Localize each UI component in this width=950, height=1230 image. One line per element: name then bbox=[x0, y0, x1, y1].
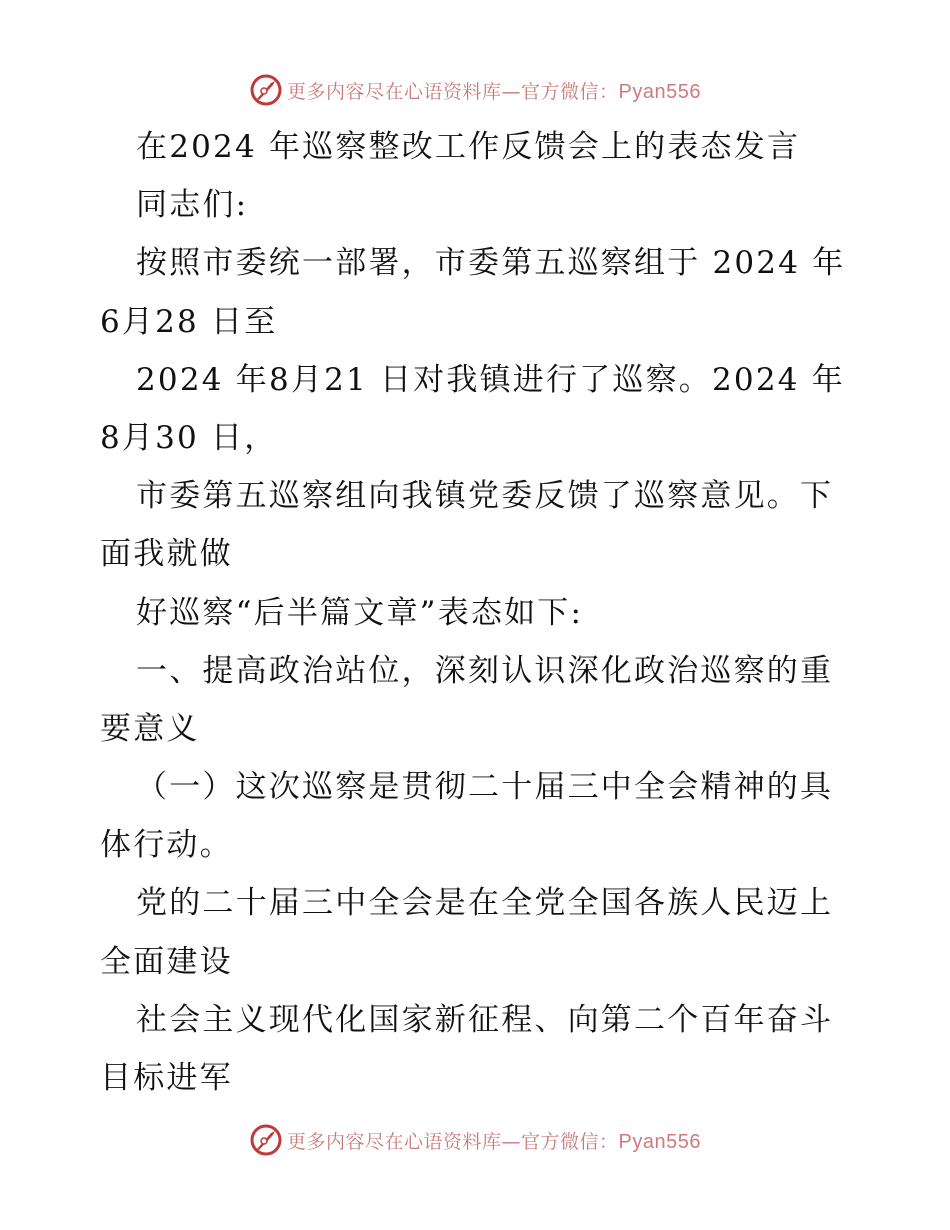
watermark-label: 更多内容尽在心语资料库—官方微信： bbox=[287, 1130, 619, 1153]
document-body bbox=[100, 118, 860, 1107]
document-line: 社会主义现代化国家新征程、向第二个百年奋斗 bbox=[136, 1001, 834, 1038]
document-line: 按照市委统一部署，市委第五巡察组于 2024 年 bbox=[136, 245, 846, 282]
document-line: 同志们: bbox=[136, 187, 249, 224]
document-line: 目标进军 bbox=[100, 1060, 233, 1096]
watermark-wechat-id: Pyan556 bbox=[618, 80, 701, 103]
watermark-label: 更多内容尽在心语资料库—官方微信： bbox=[287, 80, 619, 103]
watermark-text bbox=[287, 1127, 701, 1154]
quill-logo-icon bbox=[249, 1123, 283, 1157]
watermark-text bbox=[287, 77, 701, 104]
document-line: 好巡察“后半篇文章”表态如下: bbox=[136, 594, 584, 631]
quill-logo-icon bbox=[249, 73, 283, 107]
footer-watermark bbox=[0, 1120, 950, 1160]
document-line: 在2024 年巡察整改工作反馈会上的表态发言 bbox=[136, 129, 801, 165]
document-line: 面我就做 bbox=[100, 536, 233, 573]
document-line: 体行动。 bbox=[100, 827, 233, 864]
document-line: 市委第五巡察组向我镇党委反馈了巡察意见。下 bbox=[136, 478, 834, 515]
document-line: 全面建设 bbox=[100, 943, 233, 980]
document-line: 要意义 bbox=[100, 710, 200, 747]
document-line: 党的二十届三中全会是在全党全国各族人民迈上 bbox=[136, 885, 834, 922]
watermark-wechat-id: Pyan556 bbox=[618, 1130, 701, 1153]
header-watermark bbox=[0, 70, 950, 110]
document-line: 6月28 日至 bbox=[100, 303, 278, 340]
document-line: 8月30 日， bbox=[100, 419, 278, 456]
document-line: 2024 年8月21 日对我镇进行了巡察。2024 年 bbox=[136, 361, 845, 398]
document-line: （一）这次巡察是贯彻二十届三中全会精神的具 bbox=[136, 769, 834, 806]
document-line: 一、提高政治站位，深刻认识深化政治巡察的重 bbox=[136, 652, 834, 689]
